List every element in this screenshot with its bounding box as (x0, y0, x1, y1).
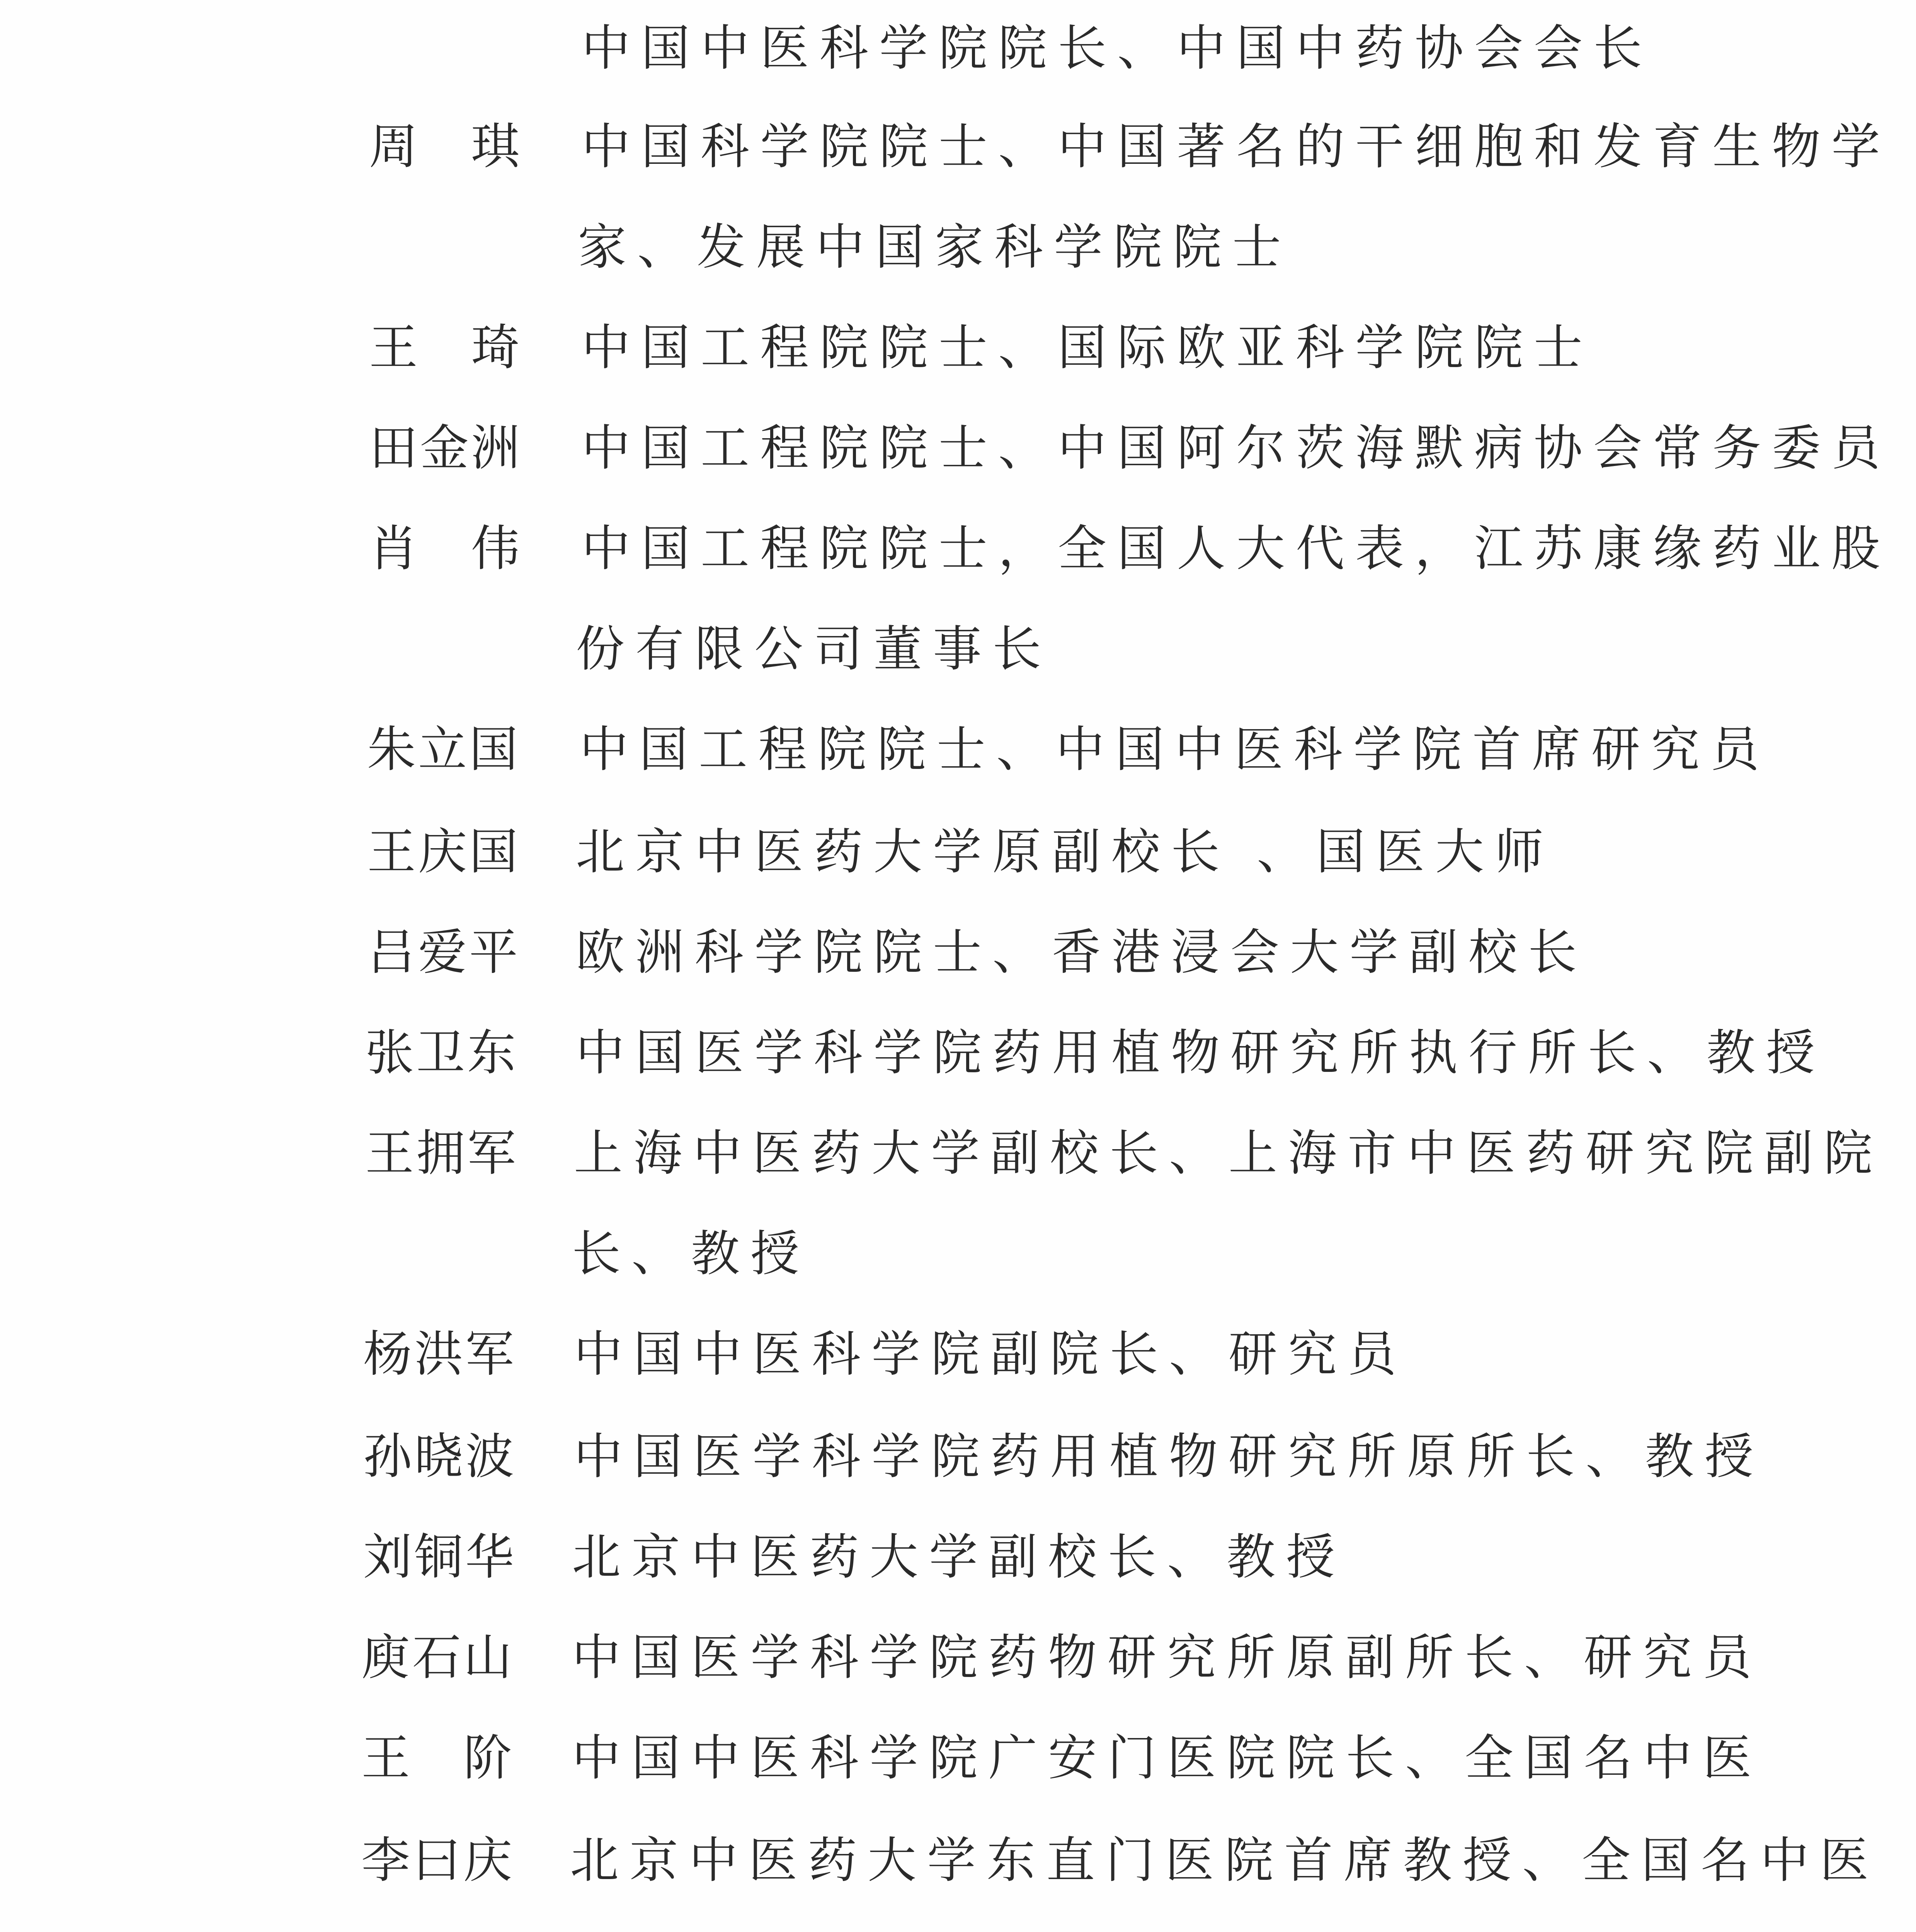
person-name: 杨洪军 (363, 1326, 516, 1383)
person-name: 肖 伟 (369, 520, 522, 577)
person-name: 王 阶 (361, 1730, 514, 1786)
person-name: 周 琪 (369, 118, 522, 175)
entry-title-line: 中国科学院院士、中国著名的干细胞和发育生物学 (582, 118, 1891, 175)
entry-title-line: 家、发展中国家科学院院士 (578, 219, 1292, 276)
person-name: 王庆国 (367, 823, 520, 880)
person-name (359, 1930, 512, 1932)
entry-title-line: 中国工程院院士、中国中医科学院首席研究员 (580, 721, 1770, 778)
person-name: 朱立国 (367, 721, 520, 778)
person-name: 孙晓波 (363, 1428, 516, 1485)
person-name: 王拥军 (365, 1125, 518, 1182)
entry-title-line: 中国工程院院士，全国人大代表，江苏康缘药业股 (582, 520, 1891, 577)
entry-title-line: 长、教授 (572, 1225, 810, 1282)
person-name: 庾石山 (361, 1629, 514, 1686)
entry-title-line: 中国医学科学院药用植物研究所执行所长、教授 (576, 1024, 1826, 1081)
entry-title-line: 份有限公司董事长 (576, 621, 1052, 677)
entry-title-line (570, 1930, 1879, 1932)
entry-title-line: 欧洲科学院院士、香港浸会大学副校长 (576, 924, 1588, 981)
person-name: 吕爱平 (367, 924, 520, 981)
entry-title-line: 北京中医药大学副校长、教授 (572, 1529, 1346, 1585)
entry-title-line: 北京中医药大学原副校长 、国医大师 (576, 823, 1555, 880)
person-name: 李曰庆 (361, 1832, 514, 1889)
entry-title-line: 北京中医药大学东直门医院首席教授、全国名中医 (570, 1832, 1879, 1889)
entry-title-line: 中国中医科学院院长、中国中药协会会长 (582, 20, 1653, 77)
person-name: 张卫东 (365, 1024, 518, 1081)
person-name: 刘铜华 (363, 1529, 516, 1585)
entry-title-line: 中国工程院院士、中国阿尔茨海默病协会常务委员 (582, 420, 1891, 476)
entry-title-line: 上海中医药大学副校长、上海市中医药研究院副院 (574, 1125, 1883, 1182)
entry-title-line: 中国中医科学院广安门医院院长、全国名中医 (572, 1730, 1762, 1786)
entry-title-line: 中国中医科学院副院长、研究员 (574, 1326, 1407, 1383)
entry-title-line: 中国工程院院士、国际欧亚科学院院士 (582, 319, 1593, 376)
person-name: 田金洲 (369, 420, 522, 476)
person-name: 王 琦 (369, 319, 522, 376)
entry-title-line: 中国医学科学院药用植物研究所原所长、教授 (574, 1428, 1764, 1485)
entry-title-line: 中国医学科学院药物研究所原副所长、研究员 (572, 1629, 1762, 1686)
